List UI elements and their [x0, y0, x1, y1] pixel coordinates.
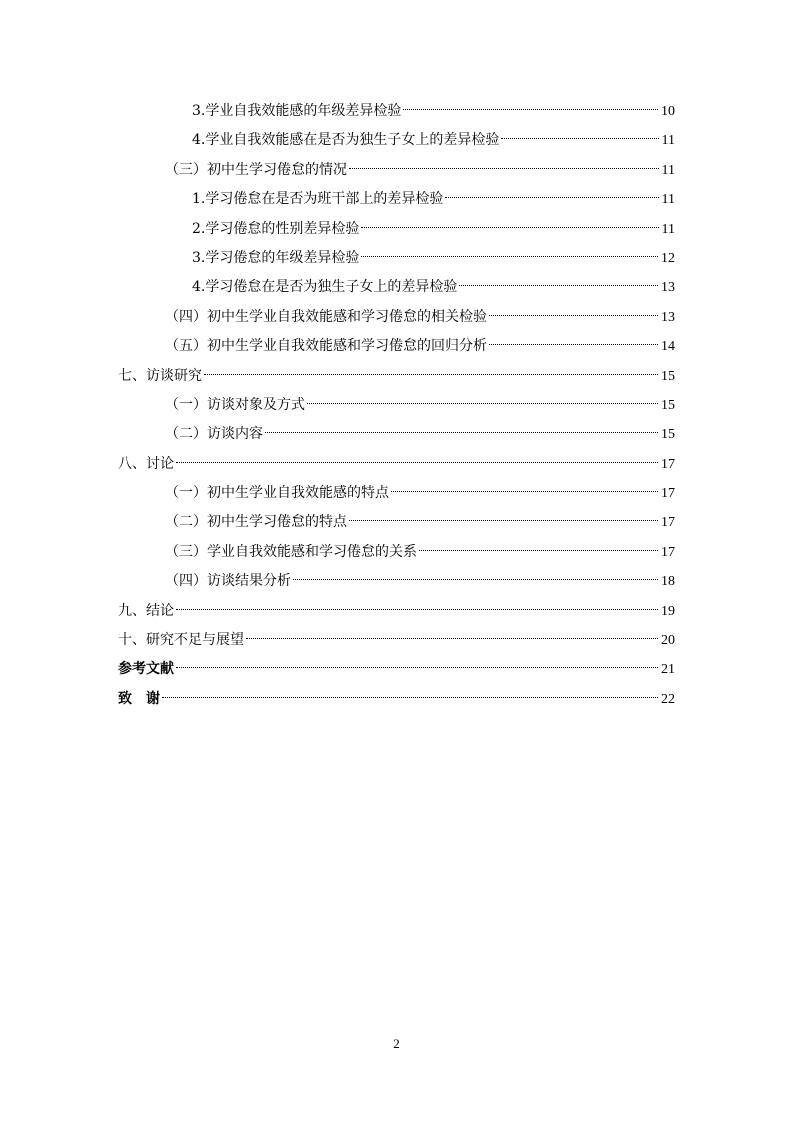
toc-dot-leader: [361, 256, 658, 257]
toc-entry[interactable]: [118, 567, 675, 596]
toc-entry[interactable]: [118, 126, 675, 155]
toc-entry[interactable]: [118, 244, 675, 273]
toc-entry[interactable]: [118, 332, 675, 361]
toc-entry[interactable]: [118, 479, 675, 508]
toc-entry[interactable]: [118, 420, 675, 449]
table-of-contents: [118, 97, 675, 714]
toc-entry[interactable]: [118, 215, 675, 244]
toc-entry[interactable]: [118, 97, 675, 126]
toc-entry-page: 14: [661, 339, 675, 355]
toc-entry-title: 参考文献: [118, 661, 174, 678]
toc-entry-title: 七、访谈研究: [118, 367, 202, 384]
toc-entry-title: （四）初中生学业自我效能感和学习倦怠的相关检验: [165, 308, 487, 325]
toc-entry[interactable]: [118, 362, 675, 391]
toc-entry-title: （一）访谈对象及方式: [165, 396, 305, 413]
toc-entry-page: 18: [661, 574, 675, 590]
toc-entry-title: （五）初中生学业自我效能感和学习倦怠的回归分析: [165, 338, 487, 355]
toc-entry-page: 11: [661, 133, 675, 149]
toc-entry[interactable]: [118, 156, 675, 185]
toc-dot-leader: [391, 491, 658, 492]
toc-entry[interactable]: [118, 538, 675, 567]
toc-entry[interactable]: [118, 273, 675, 302]
toc-entry-page: 17: [661, 515, 675, 531]
toc-entry[interactable]: [118, 508, 675, 537]
toc-dot-leader: [403, 109, 658, 110]
toc-dot-leader: [349, 520, 658, 521]
toc-entry-page: 22: [661, 691, 675, 707]
toc-entry-title: （一）初中生学业自我效能感的特点: [165, 485, 389, 502]
toc-entry-title: （二）访谈内容: [165, 426, 263, 443]
toc-entry[interactable]: [118, 450, 675, 479]
toc-dot-leader: [489, 344, 658, 345]
toc-dot-leader: [349, 168, 659, 169]
toc-entry-title: 八、讨论: [118, 455, 174, 472]
toc-entry-title: （三）初中生学习倦怠的情况: [165, 161, 347, 178]
toc-dot-leader: [204, 374, 658, 375]
toc-entry-page: 17: [661, 544, 675, 560]
toc-entry-title: 4.学业自我效能感在是否为独生子女上的差异检验: [192, 132, 500, 149]
toc-entry-page: 13: [661, 280, 675, 296]
toc-dot-leader: [265, 432, 658, 433]
toc-entry-page: 11: [661, 162, 675, 178]
toc-entry-title: 1.学习倦怠在是否为班干部上的差异检验: [192, 191, 444, 208]
toc-entry[interactable]: [118, 391, 675, 420]
toc-dot-leader: [445, 197, 658, 198]
toc-entry-title: （二）初中生学习倦怠的特点: [165, 514, 347, 531]
toc-dot-leader: [307, 403, 658, 404]
toc-dot-leader: [176, 667, 658, 668]
toc-entry-page: 15: [661, 397, 675, 413]
toc-dot-leader: [176, 462, 658, 463]
toc-entry-title: （三）学业自我效能感和学习倦怠的关系: [165, 543, 417, 560]
toc-dot-leader: [176, 609, 658, 610]
toc-entry-page: 10: [661, 104, 675, 119]
toc-entry-page: 17: [661, 486, 675, 502]
toc-dot-leader: [162, 697, 658, 698]
toc-dot-leader: [489, 315, 658, 316]
toc-dot-leader: [501, 138, 658, 139]
toc-dot-leader: [459, 285, 658, 286]
toc-entry[interactable]: [118, 626, 675, 655]
toc-entry-title: 十、研究不足与展望: [118, 632, 244, 649]
page-number: 2: [393, 1036, 400, 1051]
toc-entry-page: 21: [661, 662, 675, 678]
toc-entry-page: 15: [661, 427, 675, 443]
toc-entry-title: （四）访谈结果分析: [165, 573, 291, 590]
toc-dot-leader: [361, 227, 658, 228]
toc-entry-page: 17: [661, 456, 675, 472]
toc-entry[interactable]: [118, 303, 675, 332]
toc-entry-page: 15: [661, 368, 675, 384]
toc-entry-title: 2.学习倦怠的性别差异检验: [192, 220, 360, 237]
toc-entry[interactable]: [118, 685, 675, 714]
toc-dot-leader: [293, 579, 658, 580]
toc-entry-page: 12: [661, 250, 675, 266]
toc-entry-page: 11: [661, 192, 675, 208]
toc-entry-title: 致 谢: [118, 690, 160, 707]
toc-entry[interactable]: [118, 597, 675, 626]
toc-entry-title: 3.学业自我效能感的年级差异检验: [192, 103, 402, 119]
toc-entry-title: 3.学习倦怠的年级差异检验: [192, 249, 360, 266]
toc-entry-page: 19: [661, 603, 675, 619]
toc-dot-leader: [419, 550, 658, 551]
toc-entry[interactable]: [118, 185, 675, 214]
toc-entry[interactable]: [118, 655, 675, 684]
toc-entry-page: 20: [661, 633, 675, 649]
toc-dot-leader: [246, 638, 658, 639]
toc-entry-title: 4.学习倦怠在是否为独生子女上的差异检验: [192, 279, 458, 296]
toc-entry-page: 11: [661, 221, 675, 237]
toc-entry-page: 13: [661, 309, 675, 325]
toc-entry-title: 九、结论: [118, 602, 174, 619]
